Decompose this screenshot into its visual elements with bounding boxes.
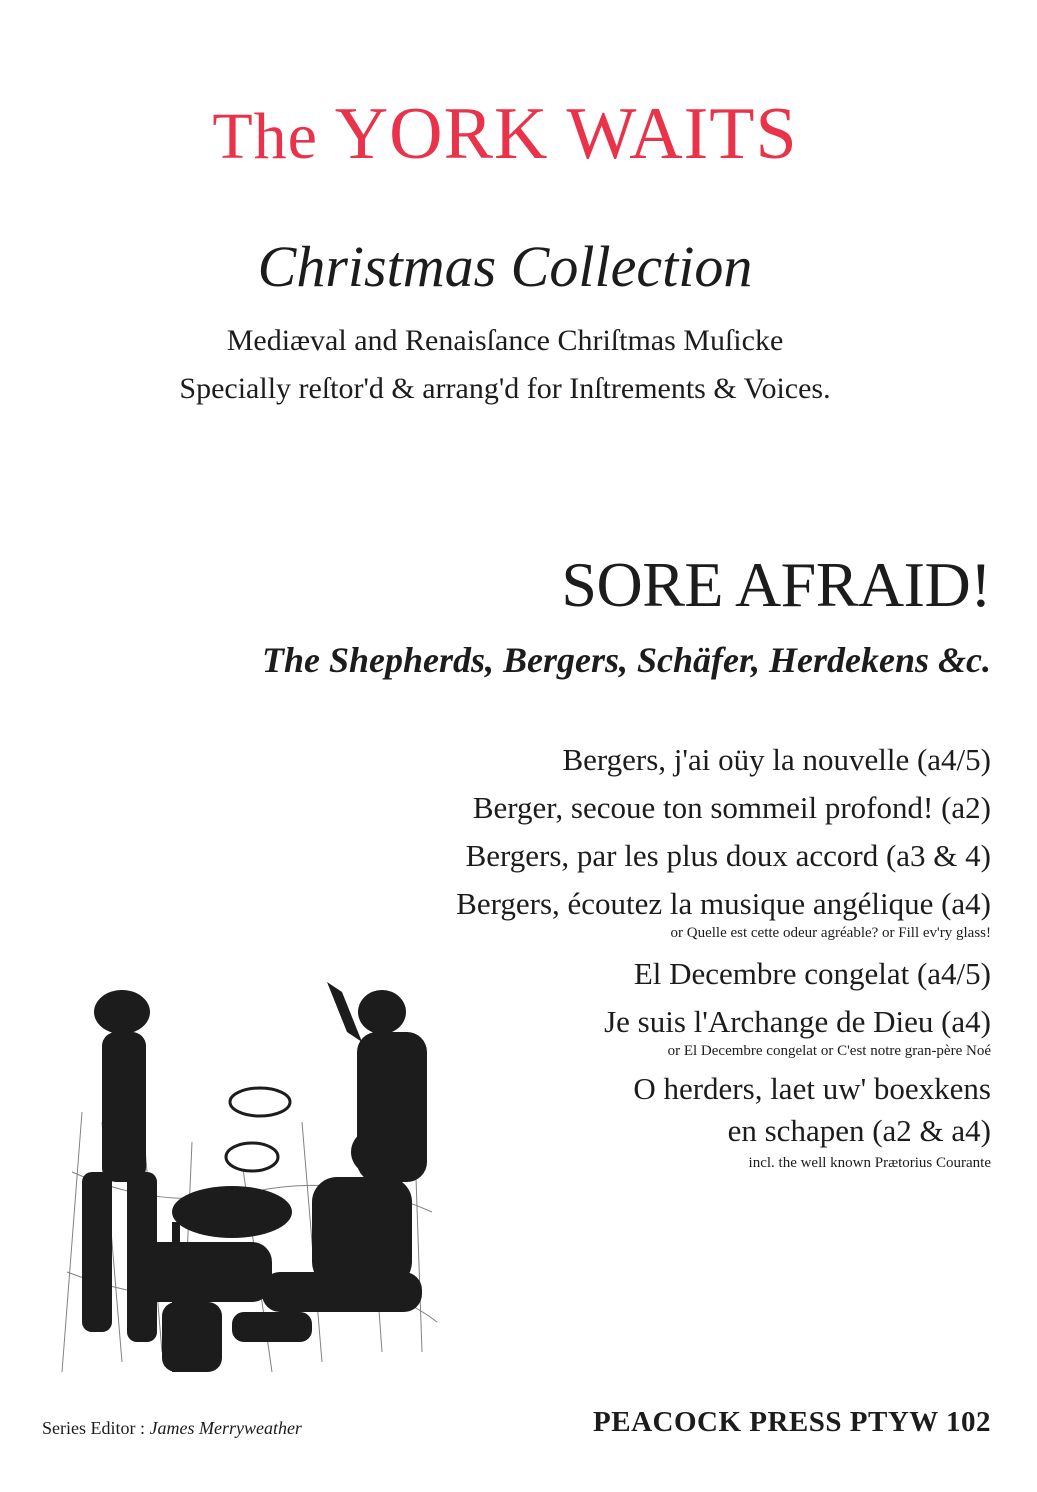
series-editor: [42, 1415, 302, 1441]
volume-subhead: The Shepherds, Bergers, Schäfer, Herdekens &c.: [262, 640, 991, 680]
song-title: Berger, secoue ton sommeil profond! (a2): [472, 790, 991, 825]
editor-name: James Merryweather: [149, 1418, 302, 1438]
song-title-line-2: en schapen (a2 & a4): [727, 1113, 991, 1148]
song-title: Bergers, écoutez la musique angélique (a4): [456, 886, 991, 921]
song-title-line-1: O herders, laet uw' boexkens: [633, 1071, 991, 1106]
song-title: Je suis l'Archange de Dieu (a4): [604, 1004, 991, 1039]
tagline-line-1: Mediæval and Renaisſance Chriſtmas Muſicke: [226, 324, 784, 357]
brand-title: [0, 92, 1010, 179]
song-note: or El Decembre congelat or C'est notre gran-père Noé: [667, 1043, 991, 1059]
song-note: incl. the well known Prætorius Courante: [748, 1155, 991, 1171]
brand-the: The: [212, 100, 318, 173]
shepherds-woodcut-illustration: [42, 972, 444, 1388]
brand-york-waits: YORK WAITS: [334, 93, 798, 175]
song-title: Bergers, j'ai oüy la nouvelle (a4/5): [562, 742, 991, 777]
tagline-line-2: Specially reſtor'd & arrang'd for Inſtrements & Voices.: [179, 372, 831, 405]
collection-subtitle: Christmas Collection: [257, 234, 753, 299]
song-title: El Decembre congelat (a4/5): [633, 956, 991, 991]
publisher-code: PEACOCK PRESS PTYW 102: [593, 1406, 991, 1438]
song-note: or Quelle est cette odeur agréable? or Fill ev'ry glass!: [670, 925, 991, 941]
editor-label: Series Editor :: [42, 1418, 145, 1438]
song-title: Bergers, par les plus doux accord (a3 & 4): [465, 838, 991, 873]
volume-headline: SORE AFRAID!: [561, 549, 991, 620]
